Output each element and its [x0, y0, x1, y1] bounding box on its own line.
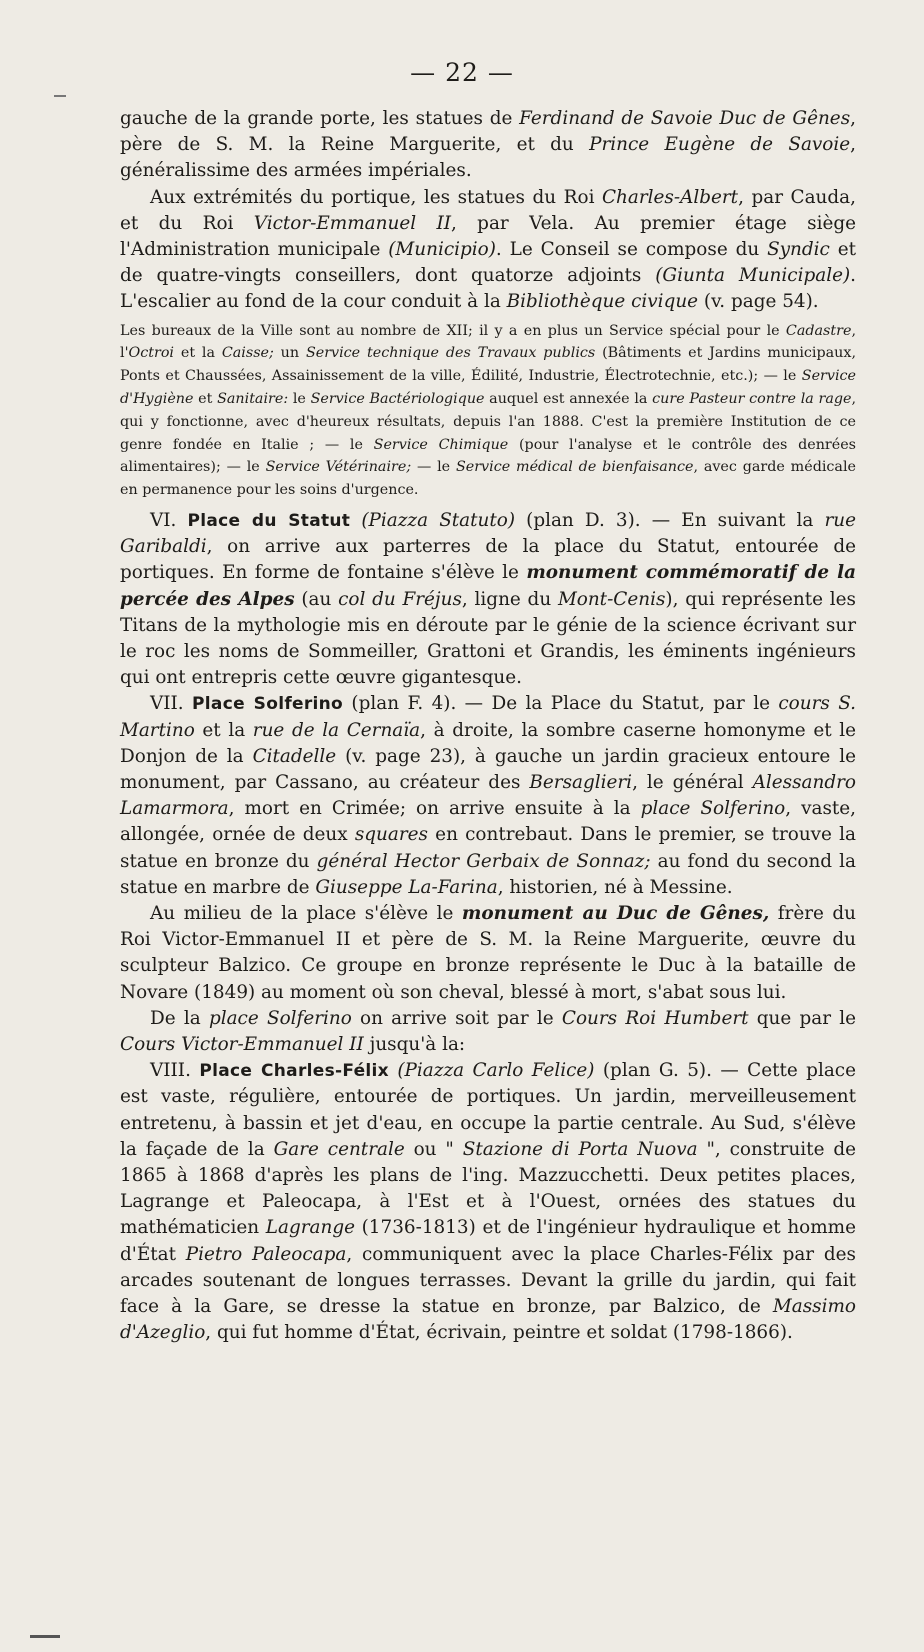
paragraph-bureaux: Les bureaux de la Ville sont au nombre de XII; il y a en plus un Service spécial pour le Cadastre, l'Octroi et la Caisse; un Service technique des Travaux publics (Bâtiments et Jardins municipaux, Ponts et Chaussées, Assainissement de la ville, Édilité, Industrie, Électrotechnie, etc.); — le Service d'Hygiène et Sanitaire: le Service Bactériologique auquel est annexée la cure Pasteur contre la rage, qui y fonctionne, avec d'heureux résultats, depuis l'an 1888. C'est la première Institution de ce genre fondée en Italie ; — le Service Chimique (pour l'analyse et le contrôle des denrées alimentaires); — le Service Vétérinaire; — le Service médical de bienfaisance, avec garde médicale en permanence pour les soins d'urgence. — [120, 322, 857, 499]
section-heading: Place du Statut — [187, 511, 351, 531]
section-place-charles-felix: VIII. Place Charles-Félix (Piazza Carlo Felice) (plan G. 5). — Cette place est vaste, régulière, entourée de portiques. Un jardin, merveilleusement entretenu, à bassin et jet d'eau, en occupe la partie centrale. Au Sud, s'élève la façade de la Gare centrale ou " Stazione di Porta Nuova ", construite de 1865 à 1868 d'après les plans de l'ing. Mazzucchetti. Deux petites places, Lagrange et Paleocapa, à l'Est et à l'Ouest, ornées des statues du mathématicien Lagrange (1736-1813) et de l'ingénieur hydraulique et homme d'État Pietro Paleocapa, communiquent avec la place Charles-Félix par des arcades soutenant de longues terrasses. Devant la grille du jardin, qui fait face à la Gare, se dresse la statue en bronze, par Balzico, de Massimo d'Azeglio, qui fut homme d'État, écrivain, peintre et soldat (1798-1866). — [120, 1060, 856, 1344]
section-heading: Place Charles-Félix — [199, 1061, 389, 1082]
paragraph-monument-duc: Au milieu de la place s'élève le monument au Duc de Gênes, frère du Roi Victor-Emmanuel II et père de S. M. la Reine Marguerite, œuvre du sculpteur Balzico. Ce groupe en bronze représente le Duc à la bataille de Novare (1849) au moment où son cheval, blessé à mort, s'abat sous lui. — [120, 903, 857, 1003]
section-place-du-statut: VI. Place du Statut (Piazza Statuto) (plan D. 3). — En suivant la rue Garibaldi, on arrive aux parterres de la place du Statut, entourée de portiques. En forme de fontaine s'élève le monument commémoratif de la percée des Alpes (au col du Fréjus, ligne du Mont-Cenis), qui représente les Titans de la mythologie mis en déroute par le génie de la science écrivant sur le roc les noms de Sommeiller, Grattoni et Grandis, les éminents ingénieurs qui ont entrepris cette œuvre gigantesque. — [120, 510, 856, 689]
section-place-solferino: VII. Place Solferino (plan F. 4). — De la Place du Statut, par le cours S. Martino et la rue de la Cernaïa, à droite, la sombre caserne homonyme et le Donjon de la Citadelle (v. page 23), à gauche un jardin gracieux entoure le monument, par Cassano, au créateur des Bersaglieri, le général Alessandro Lamarmora, mort en Crimée; on arrive ensuite à la place Solferino, vaste, allongée, ornée de deux squares en contrebaut. Dans le premier, se trouve la statue en bronze du général Hector Gerbaix de Sonnaz; au fond du second la statue en marbre de Giuseppe La-Farina, historien, né à Messine. — [120, 693, 857, 898]
section-heading: Place Solferino — [192, 694, 344, 715]
scan-mark-bottom — [30, 1635, 60, 1638]
page-body — [120, 106, 856, 1347]
paragraph-porte: gauche de la grande porte, les statues de Ferdinand de Savoie Duc de Gênes, père de S. M. la Reine Marguerite, et du Prince Eugène de Savoie, généralissime des armées impériales. — [120, 108, 856, 182]
paragraph-portique: Aux extrémités du portique, les statues du Roi Charles-Albert, par Cauda, et du Roi Victor-Emmanuel II, par Vela. Au premier étage siège l'Administration municipale (Municipio). Le Conseil se compose du Syndic et de quatre-vingts conseillers, dont quatorze adjoints (Giunta Municipale). L'escalier au fond de la cour conduit à la Bibliothèque civique (v. page 54). — [120, 186, 856, 313]
paragraph-acces: De la place Solferino on arrive soit par le Cours Roi Humbert que par le Cours Victor-Emmanuel II jusqu'à la: — [120, 1007, 856, 1056]
page-number: — 22 — — [410, 58, 514, 87]
scan-mark — [54, 95, 66, 97]
